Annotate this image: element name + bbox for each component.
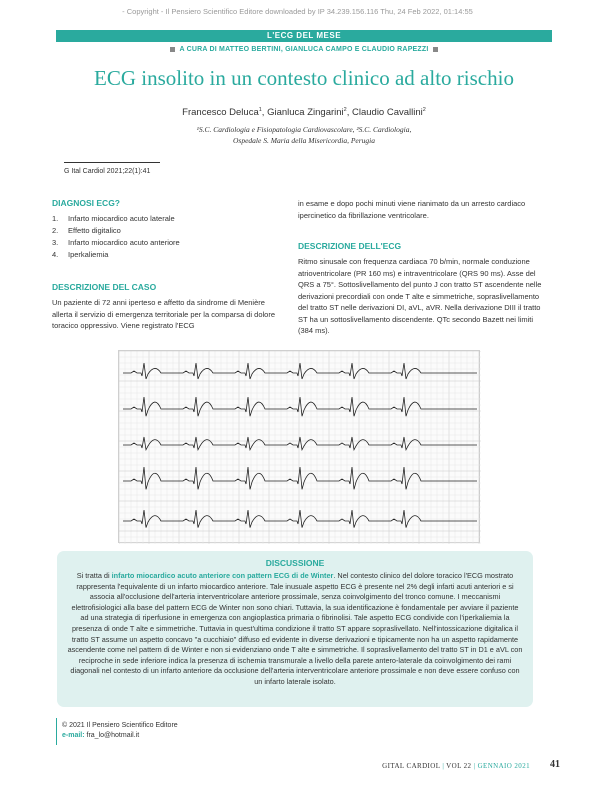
citation: G Ital Cardiol 2021;22(1):41 [64,168,151,175]
author-affil-mark: 2 [343,107,347,113]
diagnosis-highlight: infarto miocardico acuto anteriore con pattern ECG di de Winter [111,571,334,580]
ecg-tracing-image [119,351,481,544]
journal-name: GITAL CARDIOL [382,762,441,770]
ecg-description-heading: DESCRIZIONE DELL'ECG [298,241,402,251]
affiliations [56,124,552,146]
list-item: 2. Effetto digitalico [52,226,121,235]
editors-text: A CURA DI MATTEO BERTINI, GIANLUCA CAMPO E CLAUDIO RAPEZZI [179,46,429,53]
affiliation-line: Ospedale S. Maria della Misericordia, Perugia [233,136,375,145]
discussion-text: Si tratta di infarto miocardico acuto anteriore con pattern ECG di de Winter. Nel contesto clinico del dolore toracico l'ECG mostrato rappresenta l'equivalente di un infarto miocardico anteriore. Tale inusuale aspetto ECG è presente nel 2% degli infarti acuti anteriori e si associa all'occlusione dell'arteria interventricolare anteriore prossimale, senza coinvolgimento del tronco comune. I meccanismi elettrofisiologici alla base del pattern ECG de Winter non sono chiari. Tuttavia, la sua identificazione è fondamentale per avviare il paziente ad una strategia di riperfusione in emergenza con angioplastica primaria o fibrinolisi. Tale aspetto ECG condivide con l'iperkaliemia la presenza di onde T alte e simmetriche. Tuttavia in quest'ultima condizione il tratto ST appare sopraslivellato. Nell'intossicazione digitalica il tratto ST assume un aspetto concavo "a cucchiaio" diffuso ed evidente in diverse derivazioni e tipicamente non ha un aspetto rapidamente ascendente come nel pattern di de Winter e non si evidenziano onde T alte e simmetriche. Il sopraslivellamento del tratto ST in D1 e aVL con reciproche in sede inferiore indica la presenza di ischemia transmurale a livello della parete antero-laterale da coinvolgimento dei rami diagonali nel contesto di un infarto anteriore da occlusione dell'arteria interventricolare anteriore prossimale e non deve essere confuso con un infarto laterale isolato. [67,571,523,686]
caso-continued-text: in esame e dopo pochi minuti viene rianimato da un arresto cardiaco ipercinetico da fibrillazione ventricolare. [298,199,526,220]
diagnosi-heading: DIAGNOSI ECG? [52,198,121,208]
journal-date: GENNAIO 2021 [477,762,530,770]
square-bullet-icon [170,47,175,52]
email-address: fra_lo@hotmail.it [86,732,140,739]
ecg-figure [118,350,480,543]
authors-line: Francesco Deluca$^1$, Gianluca Zingarini$^2$, Claudio Cavallini$^2$ [182,107,426,119]
copyright-banner: - Copyright - Il Pensiero Scientifico Editore downloaded by IP 34.239.156.116 Thu, 24 Feb 2022, 01:14:55 [122,7,473,16]
affiliation-line: ¹S.C. Cardiologia e Fisiopatologia Cardiovascolare, ²S.C. Cardiologia, [196,125,412,134]
journal-footer: GITAL CARDIOL | VOL 22 | GENNAIO 2021 [382,762,530,770]
page-number: 41 [550,759,560,770]
journal-volume: VOL 22 [446,762,472,770]
list-item: 4. Iperkaliemia [52,250,109,259]
discussion-box [57,551,533,707]
caso-heading: DESCRIZIONE DEL CASO [52,282,157,292]
footer-copyright: © 2021 Il Pensiero Scientifico Editore [62,722,178,729]
footer-rule [56,718,57,745]
author-affil-mark: 1 [258,107,262,113]
discussion-heading: DISCUSSIONE [265,558,325,568]
footer-email [62,732,139,739]
square-bullet-icon [433,47,438,52]
editors-line [56,46,552,53]
section-header: L'ECG DEL MESE [56,30,552,42]
author-name: Gianluca Zingarini [267,107,344,119]
list-item: 3. Infarto miocardico acuto anteriore [52,238,180,247]
email-label: e-mail: [62,732,85,739]
article-title: ECG insolito in un contesto clinico ad alto rischio [94,66,514,90]
author-affil-mark: 2 [422,107,426,113]
ecg-description-text: Ritmo sinusale con frequenza cardiaca 70 b/min, normale conduzione atrioventricolare (PR 160 ms) e intraventricolare (QRS 90 ms). Asse del QRS a 75°. Sottoslivellamento del punto J con tratto ST ascendente nelle derivazioni precordiali con onde T alte e simmetriche, sopraslivellamento del tratto ST nelle derivazioni DI, aVL, aVR. Nella derivazione DIII il tratto ST ha un sottoslivellamento discendente. QTc secondo Bazett nei limiti (384 ms). [298,257,542,335]
author-name: Claudio Cavallini [352,107,423,119]
author-name: Francesco Deluca [182,107,259,119]
diagnosi-options [52,213,284,261]
citation-rule [64,162,160,163]
list-item: 1. Infarto miocardico acuto laterale [52,214,175,223]
caso-text: Un paziente di 72 anni iperteso e affetto da sindrome di Menière allerta il servizio di emergenza territoriale per la comparsa di dolore toracico oppressivo. Viene registrato l'ECG [52,298,276,330]
